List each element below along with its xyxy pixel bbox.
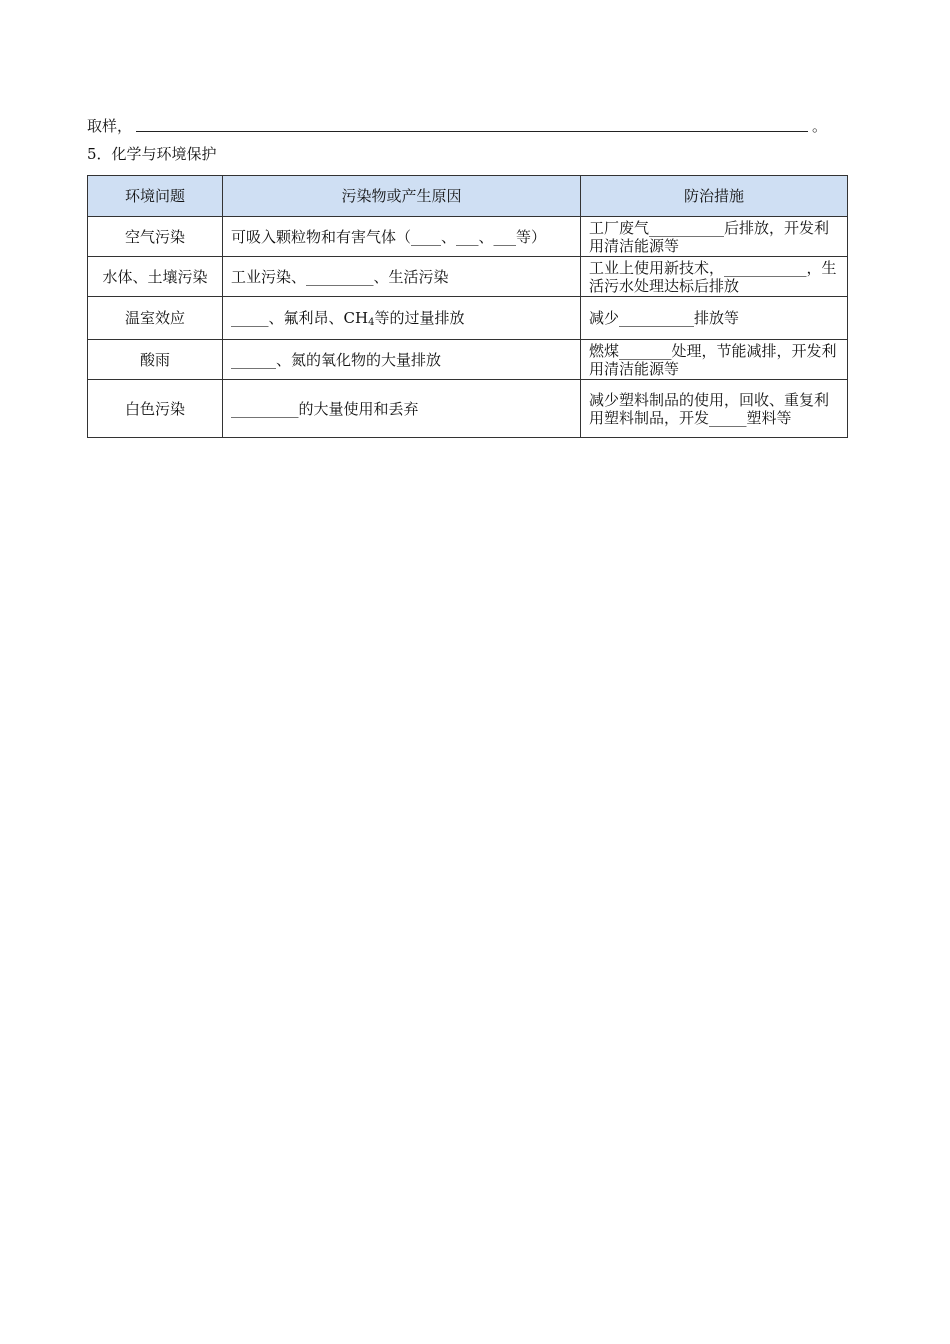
table-row xyxy=(88,380,848,438)
cause-subscript: 4 xyxy=(368,317,375,328)
table-row xyxy=(88,257,848,297)
issue-cell: 水体、土壤污染 xyxy=(88,257,223,297)
measure-cell: 减少__________排放等 xyxy=(581,297,848,340)
cause-cell: 可吸入颗粒物和有害气体（____、___、___等） xyxy=(223,217,581,257)
issue-cell: 酸雨 xyxy=(88,340,223,380)
answer-blank-line[interactable] xyxy=(136,130,808,132)
sampling-suffix: 。 xyxy=(811,117,827,135)
cause-cell xyxy=(223,297,581,340)
header-cause: 污染物或产生原因 xyxy=(223,176,581,217)
cause-cell: ______、氮的氧化物的大量排放 xyxy=(223,340,581,380)
header-issue: 环境问题 xyxy=(88,176,223,217)
measure-cell: 工厂废气__________后排放，开发利用清洁能源等 xyxy=(581,217,848,257)
environment-table xyxy=(87,175,848,438)
sampling-line xyxy=(87,116,827,136)
cause-text-post: 等的过量排放 xyxy=(374,309,465,327)
issue-cell: 空气污染 xyxy=(88,217,223,257)
header-measure: 防治措施 xyxy=(581,176,848,217)
cause-cell: 工业污染、_________、生活污染 xyxy=(223,257,581,297)
measure-cell: 工业上使用新技术，___________，生活污水处理达标后排放 xyxy=(581,257,848,297)
issue-cell: 温室效应 xyxy=(88,297,223,340)
measure-cell: 燃煤_______处理，节能减排，开发利用清洁能源等 xyxy=(581,340,848,380)
measure-cell: 减少塑料制品的使用，回收、重复利用塑料制品，开发_____塑料等 xyxy=(581,380,848,438)
table-row xyxy=(88,297,848,340)
table-row xyxy=(88,340,848,380)
sampling-prefix: 取样， xyxy=(87,117,133,135)
cause-text-pre: _____、氟利昂、CH xyxy=(231,309,369,327)
table-header-row xyxy=(88,176,848,217)
issue-cell: 白色污染 xyxy=(88,380,223,438)
cause-cell: _________的大量使用和丢弃 xyxy=(223,380,581,438)
table-row xyxy=(88,217,848,257)
section-title: 5．化学与环境保护 xyxy=(87,145,217,163)
